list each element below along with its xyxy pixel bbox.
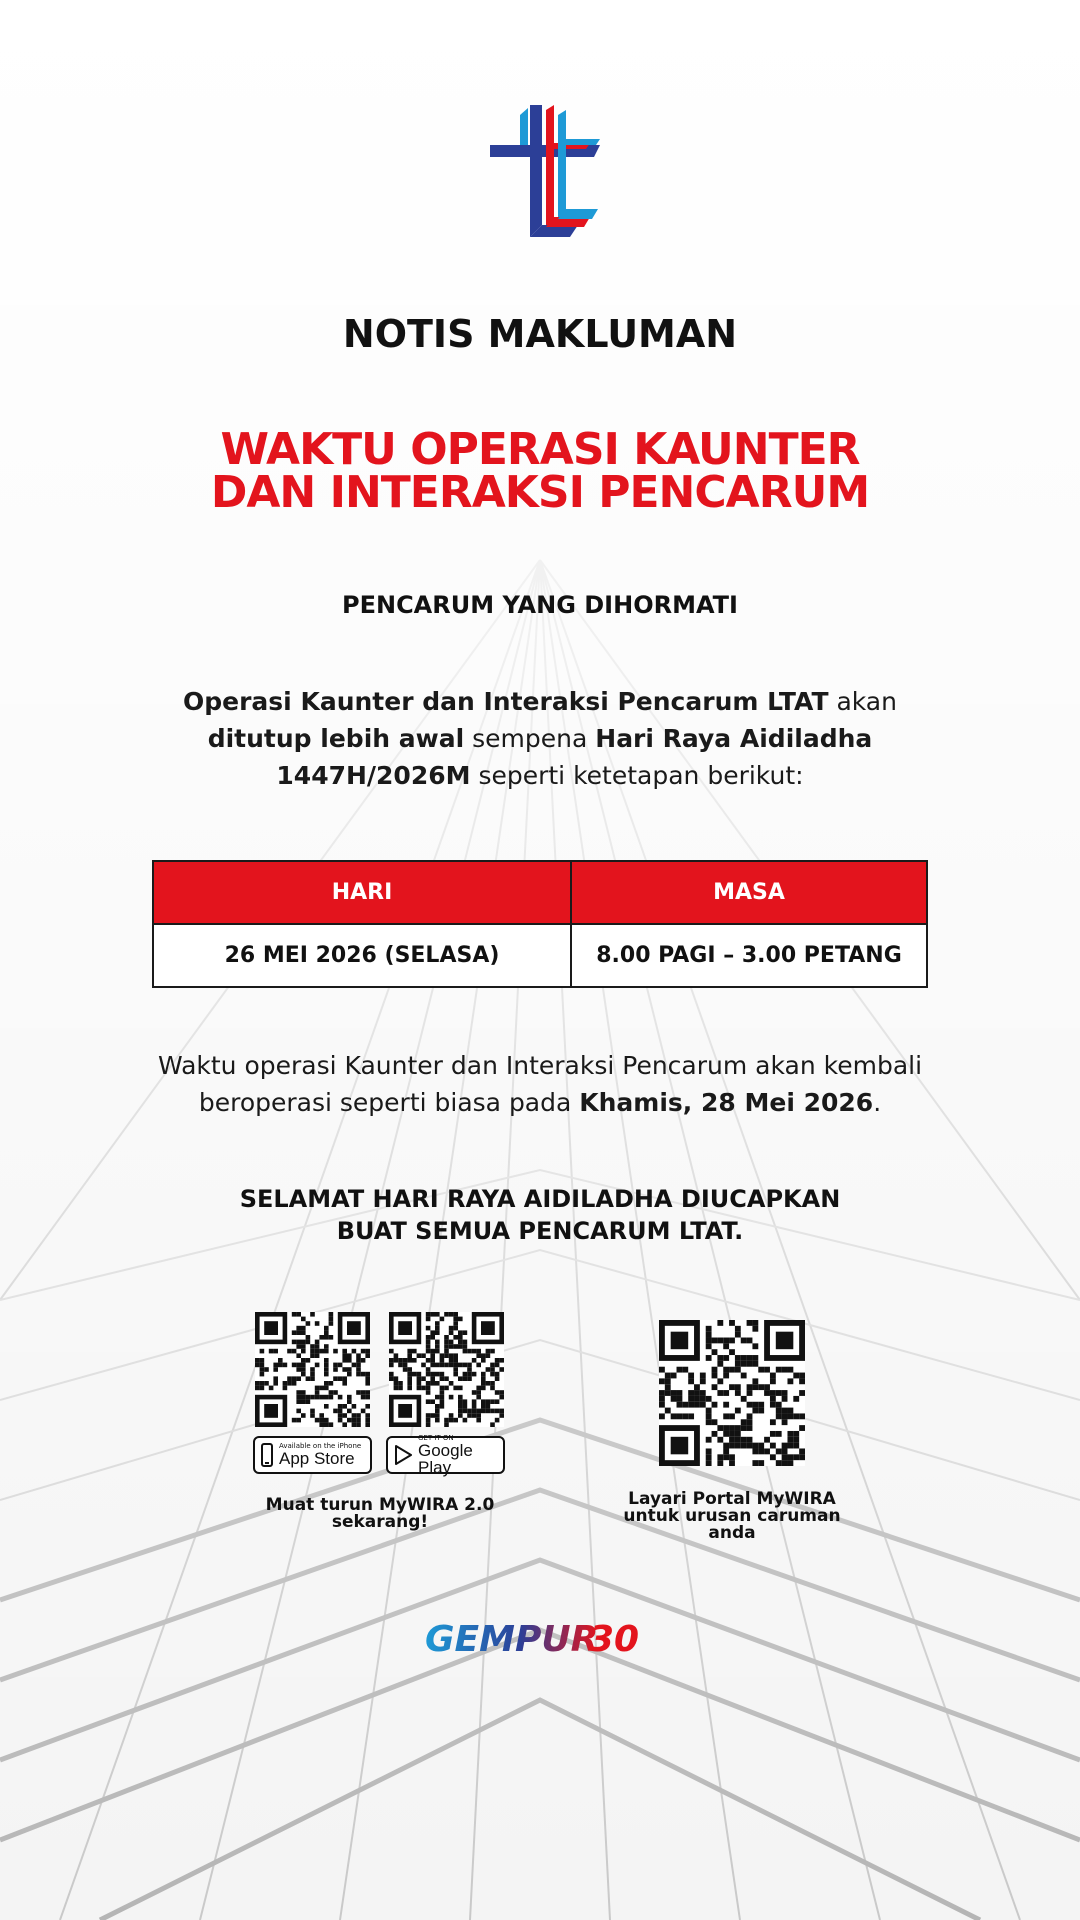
schedule-table (152, 860, 928, 988)
qr-finder-pattern (662, 1323, 697, 1358)
resume-date: Khamis, 28 Mei 2026 (579, 1088, 874, 1117)
notice-title: NOTIS MAKLUMAN (342, 312, 738, 356)
headline-line-2: DAN INTERAKSI PENCARUM (210, 467, 870, 518)
intro-bold-5: Hari Raya Aidiladha 1447H/2026M (276, 724, 873, 790)
qr-finder-pattern (767, 1323, 802, 1358)
brand-number: 30 (589, 1619, 640, 1660)
iphone-icon (261, 1443, 273, 1467)
google-play-badge-small: GET IT ON (418, 1433, 454, 1442)
salutation: PENCARUM YANG DIHORMATI (342, 591, 738, 619)
schedule-header-row (153, 861, 927, 924)
brand-wordmark: GEMPUR (425, 1619, 599, 1660)
app-store-badge[interactable] (253, 1436, 372, 1474)
qr-finder-pattern (257, 1314, 285, 1342)
google-play-badge[interactable] (386, 1433, 505, 1477)
greeting-line-1: SELAMAT HARI RAYA AIDILADHA DIUCAPKAN (239, 1185, 841, 1213)
table-row (153, 924, 927, 987)
qr-finder-pattern (474, 1314, 502, 1342)
app-download-caption-line-1: Muat turun MyWIRA 2.0 (265, 1495, 495, 1515)
greeting-line-2: BUAT SEMUA PENCARUM LTAT. (336, 1217, 744, 1245)
app-store-badge-label: App Store (279, 1449, 355, 1468)
google-play-qr-code[interactable] (389, 1312, 504, 1427)
column-header-time: MASA (571, 861, 927, 924)
google-play-badge-label: Google Play (418, 1440, 473, 1477)
portal-caption (612, 1491, 852, 1542)
intro-text-2: akan (828, 687, 897, 716)
qr-finder-pattern (257, 1397, 285, 1425)
app-download-caption (250, 1497, 510, 1531)
qr-finder-pattern (662, 1428, 697, 1463)
cell-day: 26 MEI 2026 (SELASA) (153, 924, 571, 987)
portal-caption-line-3: anda (708, 1523, 756, 1543)
gempur30-logo (425, 1614, 655, 1660)
intro-text-4: sempena (464, 724, 596, 753)
intro-paragraph (130, 683, 950, 794)
google-play-icon (394, 1445, 412, 1465)
column-header-day: HARI (153, 861, 571, 924)
greeting (0, 1183, 1080, 1247)
intro-bold-1: Operasi Kaunter dan Interaksi Pencarum LTAT (183, 687, 829, 716)
qr-finder-pattern (391, 1397, 419, 1425)
resume-text-1: Waktu operasi Kaunter dan Interaksi Pencarum akan kembali beroperasi seperti biasa pada (157, 1051, 923, 1117)
portal-qr-code[interactable] (659, 1320, 805, 1466)
app-store-qr-code[interactable] (255, 1312, 370, 1427)
headline (0, 424, 1080, 518)
qr-finder-pattern (340, 1314, 368, 1342)
app-store-badge-small: Available on the iPhone (279, 1442, 362, 1450)
resume-paragraph (130, 1047, 950, 1121)
headline-line-1: WAKTU OPERASI KAUNTER (220, 424, 860, 475)
ltat-logo (490, 105, 600, 250)
app-download-caption-line-2: sekarang! (331, 1512, 429, 1532)
cell-time: 8.00 PAGI – 3.00 PETANG (571, 924, 927, 987)
intro-bold-3: ditutup lebih awal (207, 724, 465, 753)
qr-finder-pattern (391, 1314, 419, 1342)
portal-caption-line-2: untuk urusan caruman (623, 1506, 841, 1526)
intro-text-6: seperti ketetapan berikut: (470, 761, 804, 790)
portal-caption-line-1: Layari Portal MyWIRA (628, 1489, 836, 1509)
resume-text-3: . (873, 1088, 882, 1117)
